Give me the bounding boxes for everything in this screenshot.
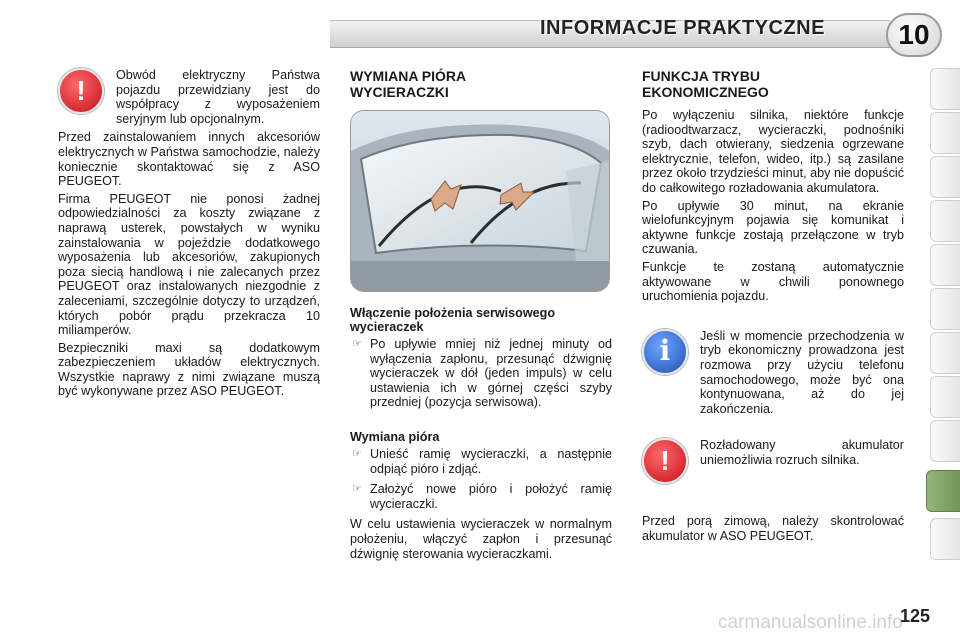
- chapter-tab[interactable]: [930, 200, 960, 242]
- section-title-line: EKONOMICZNEGO: [642, 84, 769, 100]
- chapter-number-badge: 10: [886, 13, 942, 57]
- chapter-tab[interactable]: [930, 332, 960, 374]
- subsection-title: Wymiana pióra: [350, 429, 440, 444]
- section-title: [642, 68, 904, 100]
- instruction-bullet: [350, 447, 612, 476]
- paragraph: Firma PEUGEOT nie ponosi żadnej odpowiedzialności za koszty związane z naprawą usterek, powstałych w wyniku zainstalowania w pojeździe dodatkowego wyposażenia lub akcesoriów, zakupionych poza siecią handlową i nie zalecanych przez PEUGEOT oraz instalowanych niezgodnie z zaleceniami, szczególnie dotyczy to urządzeń, których pobór prądu przekracza 10 miliamperów.: [58, 191, 320, 338]
- paragraph: Przed zainstalowaniem innych akcesoriów elektrycznych w Państwa samochodzie, należy koniecznie skontaktować się z ASO PEUGEOT.: [58, 130, 320, 189]
- warning-block: [642, 438, 904, 484]
- column-wiper-blade: [350, 68, 612, 564]
- paragraph: Po upływie 30 minut, na ekranie wielofunkcyjnym pojawia się komunikat i aktywne funkcje zostają przełączone w tryb czuwania.: [642, 198, 904, 257]
- chapter-tab[interactable]: [930, 376, 960, 418]
- chapter-tab[interactable]: [930, 518, 960, 560]
- bullet-text: Założyć nowe pióro i położyć ramię wycieraczki.: [370, 482, 612, 511]
- pointing-hand-icon: ☞: [352, 483, 362, 496]
- bullet-text: Po upływie mniej niż jednej minuty od wyłączenia zapłonu, przesunąć dźwignię wycieraczek w dół (jeden impuls) w celu ustawienia ich w górnej części szyby przedniej (pozycja serwisowa).: [370, 337, 612, 410]
- chapter-tab-active[interactable]: [926, 470, 960, 512]
- warning-text: Rozładowany akumulator uniemożliwia rozruch silnika.: [700, 438, 904, 467]
- paragraph: Przed porą zimową, należy skontrolować akumulator w ASO PEUGEOT.: [642, 514, 904, 543]
- info-icon: i: [642, 329, 688, 375]
- chapter-tab[interactable]: [930, 244, 960, 286]
- column-economy-mode: [642, 68, 904, 546]
- subsection-title: Włączenie położenia serwisowego wycieraczek: [350, 306, 556, 334]
- section-title-line: WYMIANA PIÓRA: [350, 68, 467, 84]
- instruction-bullet: [350, 482, 612, 511]
- section-title-line: FUNKCJA TRYBU: [642, 68, 760, 84]
- windshield-illustration: [351, 111, 609, 291]
- warning-icon: !: [58, 68, 104, 114]
- chapter-tab[interactable]: [930, 68, 960, 110]
- page-header-title: INFORMACJE PRAKTYCZNE: [540, 17, 825, 39]
- section-title: [350, 68, 612, 100]
- page-number: 125: [900, 606, 931, 626]
- instruction-bullet: [350, 337, 612, 410]
- bullet-text: Unieść ramię wycieraczki, a następnie odpiąć pióro i zdjąć.: [370, 446, 612, 476]
- chapter-tab[interactable]: [930, 420, 960, 462]
- info-text: Jeśli w momencie przechodzenia w tryb ekonomiczny prowadzona jest rozmowa przy użyciu telefonu samochodowego, może być ona kontynuowana, aż do jej zakończenia.: [700, 328, 904, 416]
- section-title-line: WYCIERACZKI: [350, 84, 449, 100]
- paragraph: Funkcje te zostaną automatycznie aktywowane w chwili ponownego uruchomienia pojazdu.: [642, 259, 904, 304]
- paragraph: Po wyłączeniu silnika, niektóre funkcje (radioodtwarzacz, wycieraczki, podnośniki szyb, dach otwierany, siedzenia ogrzewane elektrycznie, telefon, wideo, itp.) są zasilane przez około trzydzieści minut, aby nie dopuścić do całkowitego rozładowania akumulatora.: [642, 108, 904, 195]
- column-accessories-warning: [58, 68, 320, 402]
- watermark-link: carmanualsonline.info: [718, 612, 903, 633]
- warning-block: [58, 68, 320, 126]
- paragraph: W celu ustawienia wycieraczek w normalnym położeniu, włączyć zapłon i przesunąć dźwignię sterowania wycieraczkami.: [350, 517, 612, 561]
- pointing-hand-icon: ☞: [352, 338, 362, 350]
- paragraph: Bezpieczniki maxi są dodatkowym zabezpieczeniem układów elektrycznych. Wszystkie naprawy z nimi związane muszą być wykonywane przez ASO PEUGEOT.: [58, 340, 320, 399]
- chapter-tab[interactable]: [930, 288, 960, 330]
- warning-text: Obwód elektryczny Państwa pojazdu przewidziany jest do współpracy z wyposażeniem seryjnym lub opcjonalnym.: [116, 68, 320, 126]
- pointing-hand-icon: ☞: [352, 447, 362, 460]
- warning-icon: !: [642, 438, 688, 484]
- chapter-tab[interactable]: [930, 156, 960, 198]
- chapter-tab[interactable]: [930, 112, 960, 154]
- windshield-wiper-photo: [350, 110, 610, 292]
- info-block: [642, 329, 904, 417]
